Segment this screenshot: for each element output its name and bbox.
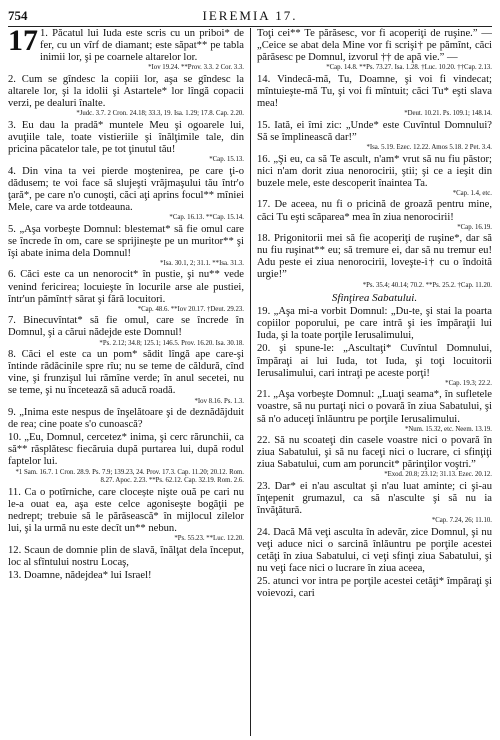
page-header: [8, 6, 492, 27]
verse: [257, 199, 492, 232]
verse-text: 12. Scaun de domnie plin de slavă, înălţat dela început, loc al sfîntului nostru Locaş,: [8, 544, 244, 568]
verse-text: 19. „Aşa mi-a vorbit Domnul: „Du-te, şi stai la poarta copiilor poporului, pe care intră şi ies împăraţii lui Iuda, şi la toate porţile Ierusalimului,: [257, 306, 492, 342]
verse-text: 6. Căci este ca un nenorocit* în pustie, şi nu** vede venind fericirea; locuieşte în locurile arse ale pustiei, într'un pămînt† sărat şi fără locuitori.: [8, 269, 244, 305]
cross-reference: *Iov 8.16. Ps. 1.3.: [194, 397, 244, 405]
verse-text: 17. De aceea, nu fi o pricină de groază pentru mine, căci Tu eşti scăparea* mea în ziua nenorocirii!: [257, 199, 492, 223]
chapter-number: 17: [8, 28, 38, 57]
cross-reference: *Cap. 16.13. **Cap. 15.14.: [169, 214, 244, 221]
cross-reference: *Cap. 14.8. **Ps. 73.27. Isa. 1.28. †Luc. 10.20. ††Cap. 2.13.: [326, 64, 492, 72]
cross-reference: *Deut. 10.21. Ps. 109.1; 148.14.: [404, 110, 492, 118]
right-column: [250, 28, 492, 736]
cross-reference: *Isa. 30.1, 2; 31.1. **Isa. 31.3.: [159, 259, 244, 267]
verse: [8, 349, 244, 406]
verse: [257, 481, 492, 526]
verse-text: 24. Dacă Mă veţi asculta în adevăr, zice Domnul, şi nu veţi aduce nici o sarcină înlăuntru pe porţile acestei cetăţi în ziua Sabatului, ci veţi sfinţi ziua Sabatului, şi nu veţi face nici o lucrare în ziua aceea,: [257, 526, 492, 575]
verse: [8, 407, 244, 431]
verse: [257, 74, 492, 119]
section-heading: Sfinţirea Sabatului.: [331, 292, 418, 305]
verse: [257, 154, 492, 199]
verse: [257, 233, 492, 290]
verse: [257, 28, 492, 73]
verse-text: 11. Ca o potîrniche, care clocește nişte ouă pe cari nu le-a ouat ea, aşa este celce agoniseşte bogăţii pe nedrept; trebuie să le părăsească* în mijlocul zilelor lui, şi la urmă nu este decît un** nebun.: [8, 486, 244, 535]
cross-reference: *Isa. 5.19. Ezec. 12.22. Amos 5.18. 2 Pet. 3.4.: [366, 143, 492, 151]
verse-text: 8. Căci el este ca un pom* sădit lîngă ape care-şi întinde rădăcinile spre rîu; nu se teme de căldură, cînd vine, şi frunzişul lui rămîne verde; în anul secetei, nu se teme, şi nu încetează să aducă roadă.: [8, 349, 244, 397]
verse-text: Toţi cei** Te părăsesc, vor fi acoperiţi de ruşine.” — „Ceice se abat dela Mine vor fi scrişi† pe pămînt, căci părăsesc pe Domnul, izvorul †† de apă vie.” —: [257, 28, 492, 64]
page-number: 754: [8, 8, 28, 23]
cross-reference: *Cap. 15.13.: [209, 156, 244, 164]
cross-reference: *Ps. 35.4; 40.14; 70.2. **Ps. 25.2. †Cap. 11.20.: [362, 281, 492, 289]
verse-text: 13. Doamne, nădejdea* lui Israel!: [8, 569, 152, 581]
verse-text: 4. Din vina ta vei pierde moştenirea, pe care ţi-o dădusem; te voi face să slujeşti vrăjmaşului tău într'o ţară*, pe care n'o cunoşti, căci aţi aprins focul** mîniei Mele, care va arde totdeauna.: [8, 165, 244, 213]
cross-reference: *Cap. 7.24, 26; 11.10.: [431, 517, 492, 525]
verse-text: 7. Binecuvîntat* să fie omul, care se încrede în Domnul, şi a cărui nădejde este Domnul!: [8, 315, 244, 339]
verse: [257, 576, 492, 600]
verse: [257, 527, 492, 575]
verse-text: 14. Vindecă-mă, Tu, Doamne, şi voi fi vindecat; mîntuieşte-mă Tu, şi voi fi mîntuit; căci Tu* eşti slava mea!: [257, 73, 492, 110]
cross-reference: *Cap. 48.6. **Iov 20.17. †Deut. 29.23.: [137, 305, 244, 313]
verse: [8, 74, 244, 119]
verse: [257, 389, 492, 434]
cross-reference: *Ps. 2.12; 34.8; 125.1; 146.5. Prov. 16.20. Isa. 30.18.: [99, 339, 244, 347]
cross-reference: *Num. 15.32, etc. Neem. 13.19.: [404, 425, 492, 433]
verse: [257, 435, 492, 480]
verse-text: 5. „Aşa vorbeşte Domnul: blestemat* să fie omul care se încrede în om, care se sprijineşte pe un muritor** şi îşi abate inima dela Domnul!: [8, 223, 244, 259]
cross-reference: *Cap. 16.19.: [457, 223, 492, 231]
cross-reference: *Cap. 19.3; 22.2.: [445, 379, 492, 387]
verse-text: 1. Păcatul lui Iuda este scris cu un priboi* de fer, cu un vîrf de diamant; este săpat** pe tabla inimii lor, şi pe coarnele altarelor lor.: [40, 28, 244, 64]
cross-reference: *Exod. 20.8; 23.12; 31.13. Ezec. 20.12.: [384, 471, 492, 479]
cross-reference: *Iov 19.24. **Prov. 3.3. 2 Cor. 3.3.: [148, 64, 244, 72]
verse: [8, 269, 244, 314]
verse: [8, 487, 244, 544]
verse-text: 3. Eu dau la pradă* muntele Meu şi ogoarele lui, avuţiile tale, toate vistieriile şi înălţimile tale, din pricina păcatelor tale, pe tot ţinutul tău!: [8, 119, 244, 155]
verse: [8, 28, 244, 73]
verse: [8, 570, 244, 582]
cross-reference: *Cap. 1.4, etc.: [452, 189, 492, 197]
verse-text: 15. Iată, ei îmi zic: „Unde* este Cuvîntul Domnului? Să se împlinească dar!”: [257, 119, 492, 143]
verse: [8, 432, 244, 485]
verse-text: 10. „Eu, Domnul, cercetez* inima, şi cerc rărunchii, ca să** răsplătesc fiecăruia după purtarea lui, după rodul faptelor lui.: [8, 432, 244, 468]
verse: [257, 343, 492, 388]
verse-text: 16. „Şi eu, ca să Te ascult, n'am* vrut să nu fiu păstor; nici n'am dorit ziua nenorocirii, ştii; şi ce a ieşit din buzele mele, este descoperit înaintea Ta.: [257, 153, 492, 189]
verse: [257, 306, 492, 342]
verse-text: 9. „Inima este nespus de înşelătoare şi de deznădăjduit de rea; cine poate s'o cunoască?: [8, 407, 244, 431]
verse-text: 25. atunci vor intra pe porţile acestei cetăţi* împăraţi şi voievozi, cari: [257, 576, 492, 600]
cross-reference: *1 Sam. 16.7. 1 Cron. 28.9. Ps. 7.9; 139.23, 24. Prov. 17.3. Cap. 11.20; 20.12. Rom. 8.27. Apoc. 2.23. **Ps. 62.12. Cap. 32.19. Rom. 2.6.: [15, 468, 244, 485]
book-chapter-title: IEREMIA 17.: [202, 8, 298, 23]
text-columns: [8, 28, 492, 736]
left-column: [8, 28, 250, 736]
verse-text: 21. „Aşa vorbeşte Domnul: „Luaţi seama*, în sufletele voastre, să nu purtaţi nici o povară în ziua Sabatului, şi să n'o aduceţi înlăuntru pe porţile Ierusalimului.: [257, 389, 492, 425]
cross-reference: *Judc. 3.7. 2 Cron. 24.18; 33.3, 19. Isa. 1.29; 17.8. Cap. 2.20.: [76, 110, 244, 118]
cross-reference: *Ps. 55.23. **Luc. 12.20.: [174, 535, 244, 543]
verse-text: 18. Prigonitorii mei să fie acoperiţi de ruşine*, dar să nu fiu ruşinat** eu; să tremure ei, dar să nu tremur eu! Adu peste ei ziua nenorocirii, loveşte-i† cu o îndoită urgie!”: [257, 233, 492, 281]
verse-text: 23. Dar* ei n'au ascultat şi n'au luat aminte; ci şi-au înţepenit grumazul, ca să n'asculte şi să nu ia învăţătură.: [257, 481, 492, 517]
verse-text: 20. şi spune-le: „Ascultaţi* Cuvîntul Domnului, împăraţi ai lui Iuda, tot Iuda, şi toţi locuitorii Ierusalimului, cari intraţi pe aceste porţi!: [257, 343, 492, 379]
verse: [8, 120, 244, 165]
verse: [8, 166, 244, 223]
verse: [8, 224, 244, 269]
verse-text: 22. Să nu scoateţi din casele voastre nici o povară în ziua Sabatului, şi să nu faceţi nici o lucrare, ci sfinţiţi ziua Sabatului, cum am poruncit* părinţilor voştri.”: [257, 435, 492, 471]
verse: [8, 315, 244, 348]
verse: [257, 120, 492, 153]
verse: [8, 545, 244, 569]
verse-text: 2. Cum se gîndesc la copiii lor, aşa se gîndesc la altarele lor, şi la idolii şi Astartele* lor lîngă copacii verzi, pe dealuri înalte.: [8, 73, 244, 110]
